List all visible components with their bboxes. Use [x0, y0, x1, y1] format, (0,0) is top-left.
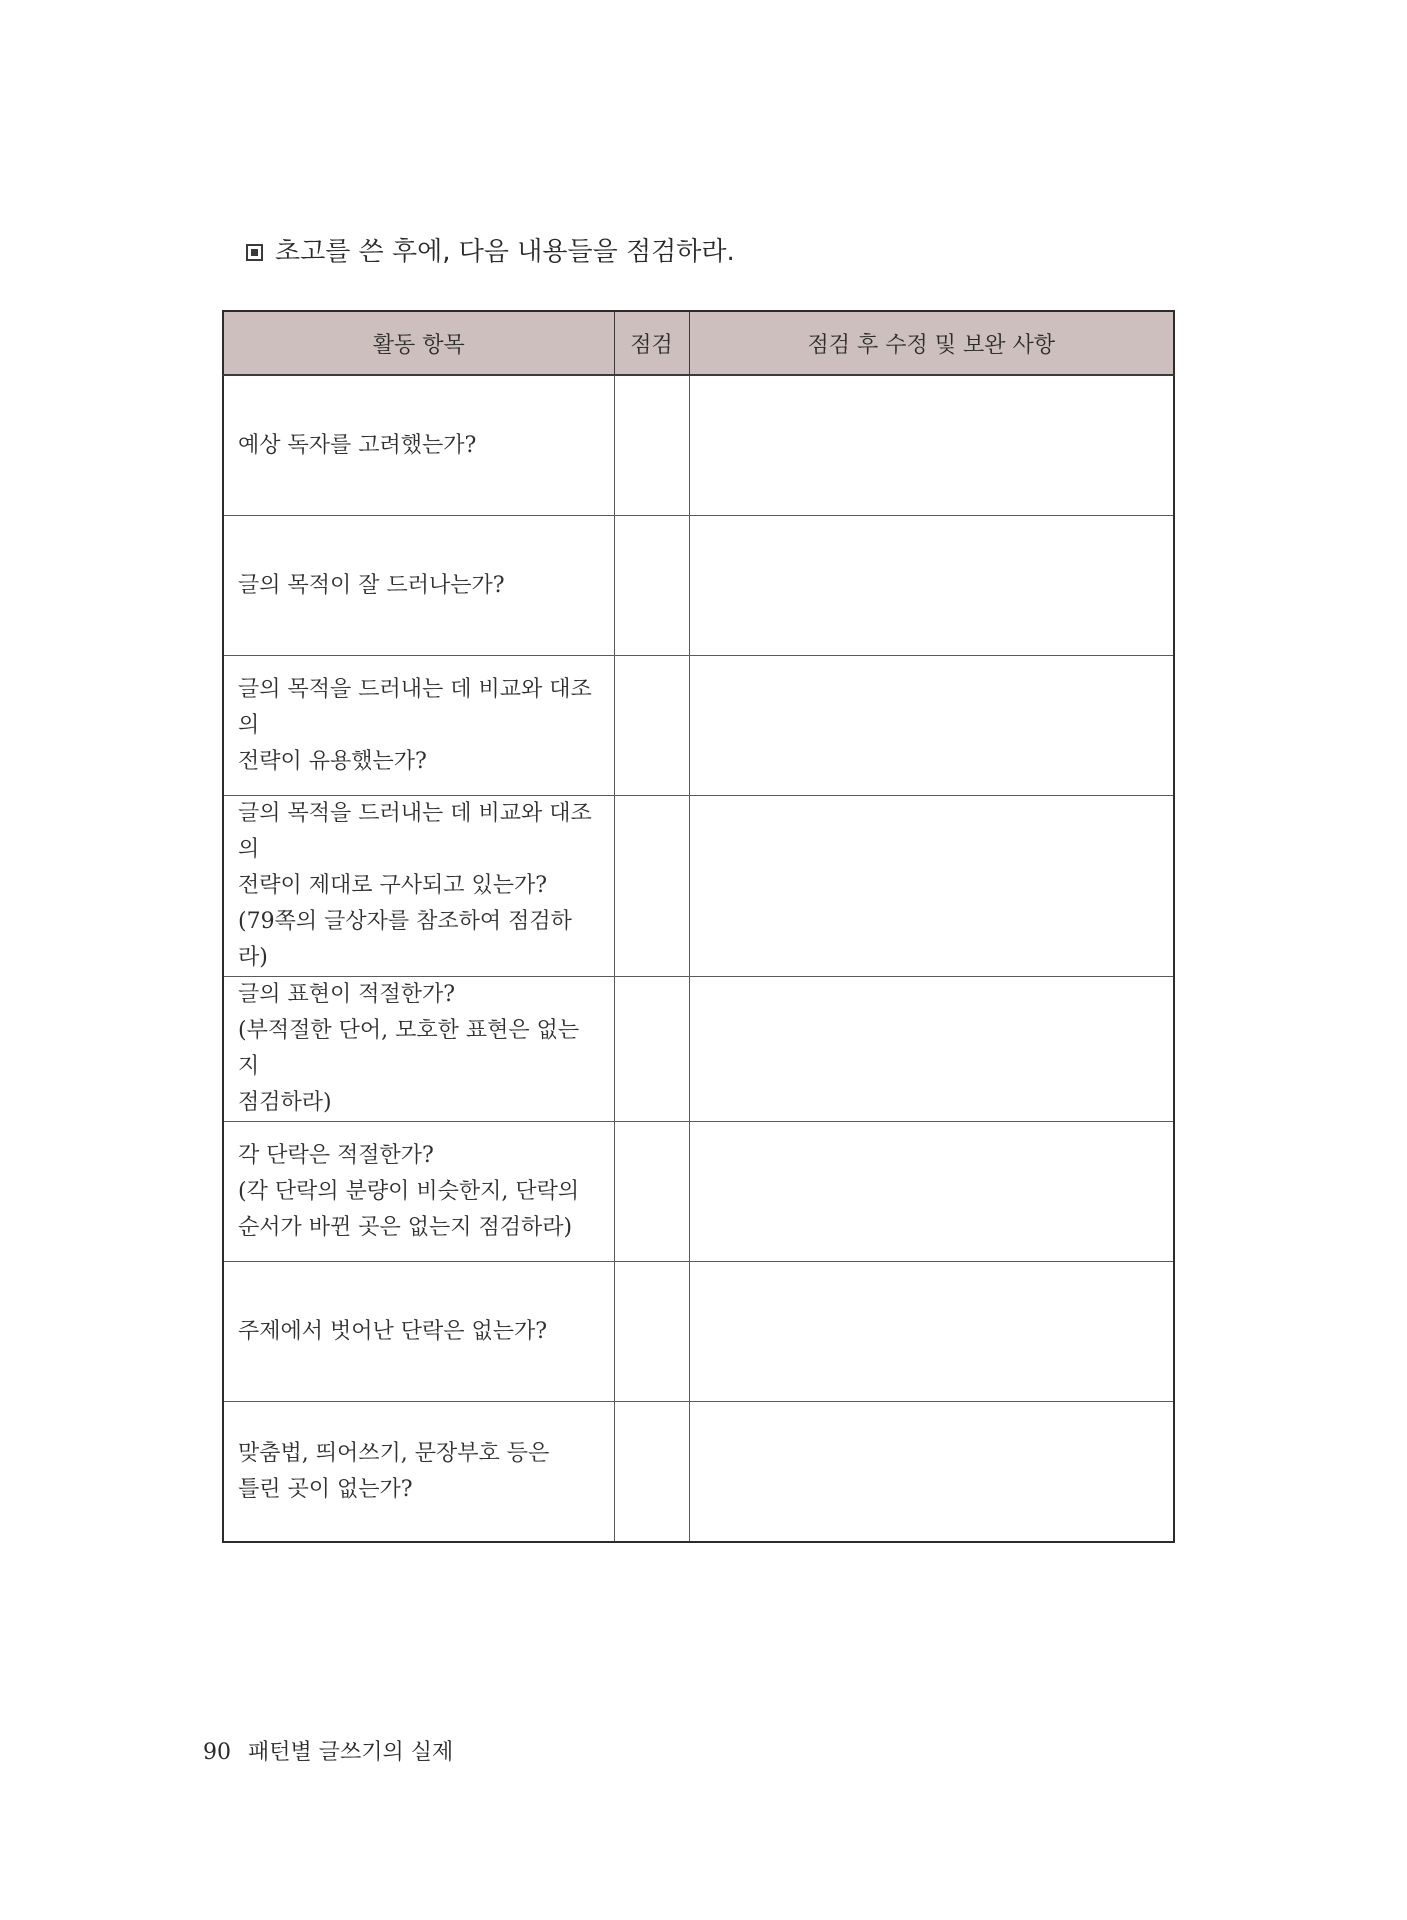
page-number: 90 [203, 1740, 231, 1765]
table-row [223, 796, 1174, 977]
page-footer [203, 1738, 453, 1768]
revision-cell[interactable] [689, 977, 1174, 1122]
checklist-table [222, 310, 1175, 1543]
header-row [223, 311, 1174, 375]
square-bullet-icon [246, 244, 263, 261]
book-title: 패턴별 글쓰기의 실제 [248, 1740, 454, 1765]
table-row [223, 1262, 1174, 1402]
table-row [223, 977, 1174, 1122]
activity-cell: 맞춤법, 띄어쓰기, 문장부호 등은 틀린 곳이 없는가? [223, 1402, 614, 1543]
check-cell[interactable] [614, 977, 689, 1122]
activity-cell: 각 단락은 적절한가? (각 단락의 분량이 비슷한지, 단락의 순서가 바뀐 곳은 없는지 점검하라) [223, 1122, 614, 1262]
revision-cell[interactable] [689, 516, 1174, 656]
revision-cell[interactable] [689, 1262, 1174, 1402]
header-activity: 활동 항목 [223, 311, 614, 375]
table-row [223, 1402, 1174, 1543]
header-check: 점검 [614, 311, 689, 375]
check-cell[interactable] [614, 1122, 689, 1262]
activity-cell: 주제에서 벗어난 단락은 없는가? [223, 1262, 614, 1402]
activity-cell: 글의 목적을 드러내는 데 비교와 대조의 전략이 제대로 구사되고 있는가? (79쪽의 글상자를 참조하여 점검하라) [223, 796, 614, 977]
table-row [223, 1122, 1174, 1262]
check-cell[interactable] [614, 516, 689, 656]
check-cell[interactable] [614, 1402, 689, 1543]
activity-cell: 글의 표현이 적절한가? (부적절한 단어, 모호한 표현은 없는지 점검하라) [223, 977, 614, 1122]
header-revision: 점검 후 수정 및 보완 사항 [689, 311, 1174, 375]
table-row [223, 516, 1174, 656]
table-row [223, 656, 1174, 796]
table-row [223, 375, 1174, 516]
revision-cell[interactable] [689, 1402, 1174, 1543]
instruction-line [246, 232, 735, 272]
revision-cell[interactable] [689, 1122, 1174, 1262]
activity-cell: 예상 독자를 고려했는가? [223, 375, 614, 516]
revision-cell[interactable] [689, 375, 1174, 516]
activity-cell: 글의 목적을 드러내는 데 비교와 대조의 전략이 유용했는가? [223, 656, 614, 796]
revision-cell[interactable] [689, 796, 1174, 977]
check-cell[interactable] [614, 796, 689, 977]
instruction-text: 초고를 쓴 후에, 다음 내용들을 점검하라. [275, 237, 735, 267]
check-cell[interactable] [614, 375, 689, 516]
activity-cell: 글의 목적이 잘 드러나는가? [223, 516, 614, 656]
check-cell[interactable] [614, 656, 689, 796]
check-cell[interactable] [614, 1262, 689, 1402]
revision-cell[interactable] [689, 656, 1174, 796]
